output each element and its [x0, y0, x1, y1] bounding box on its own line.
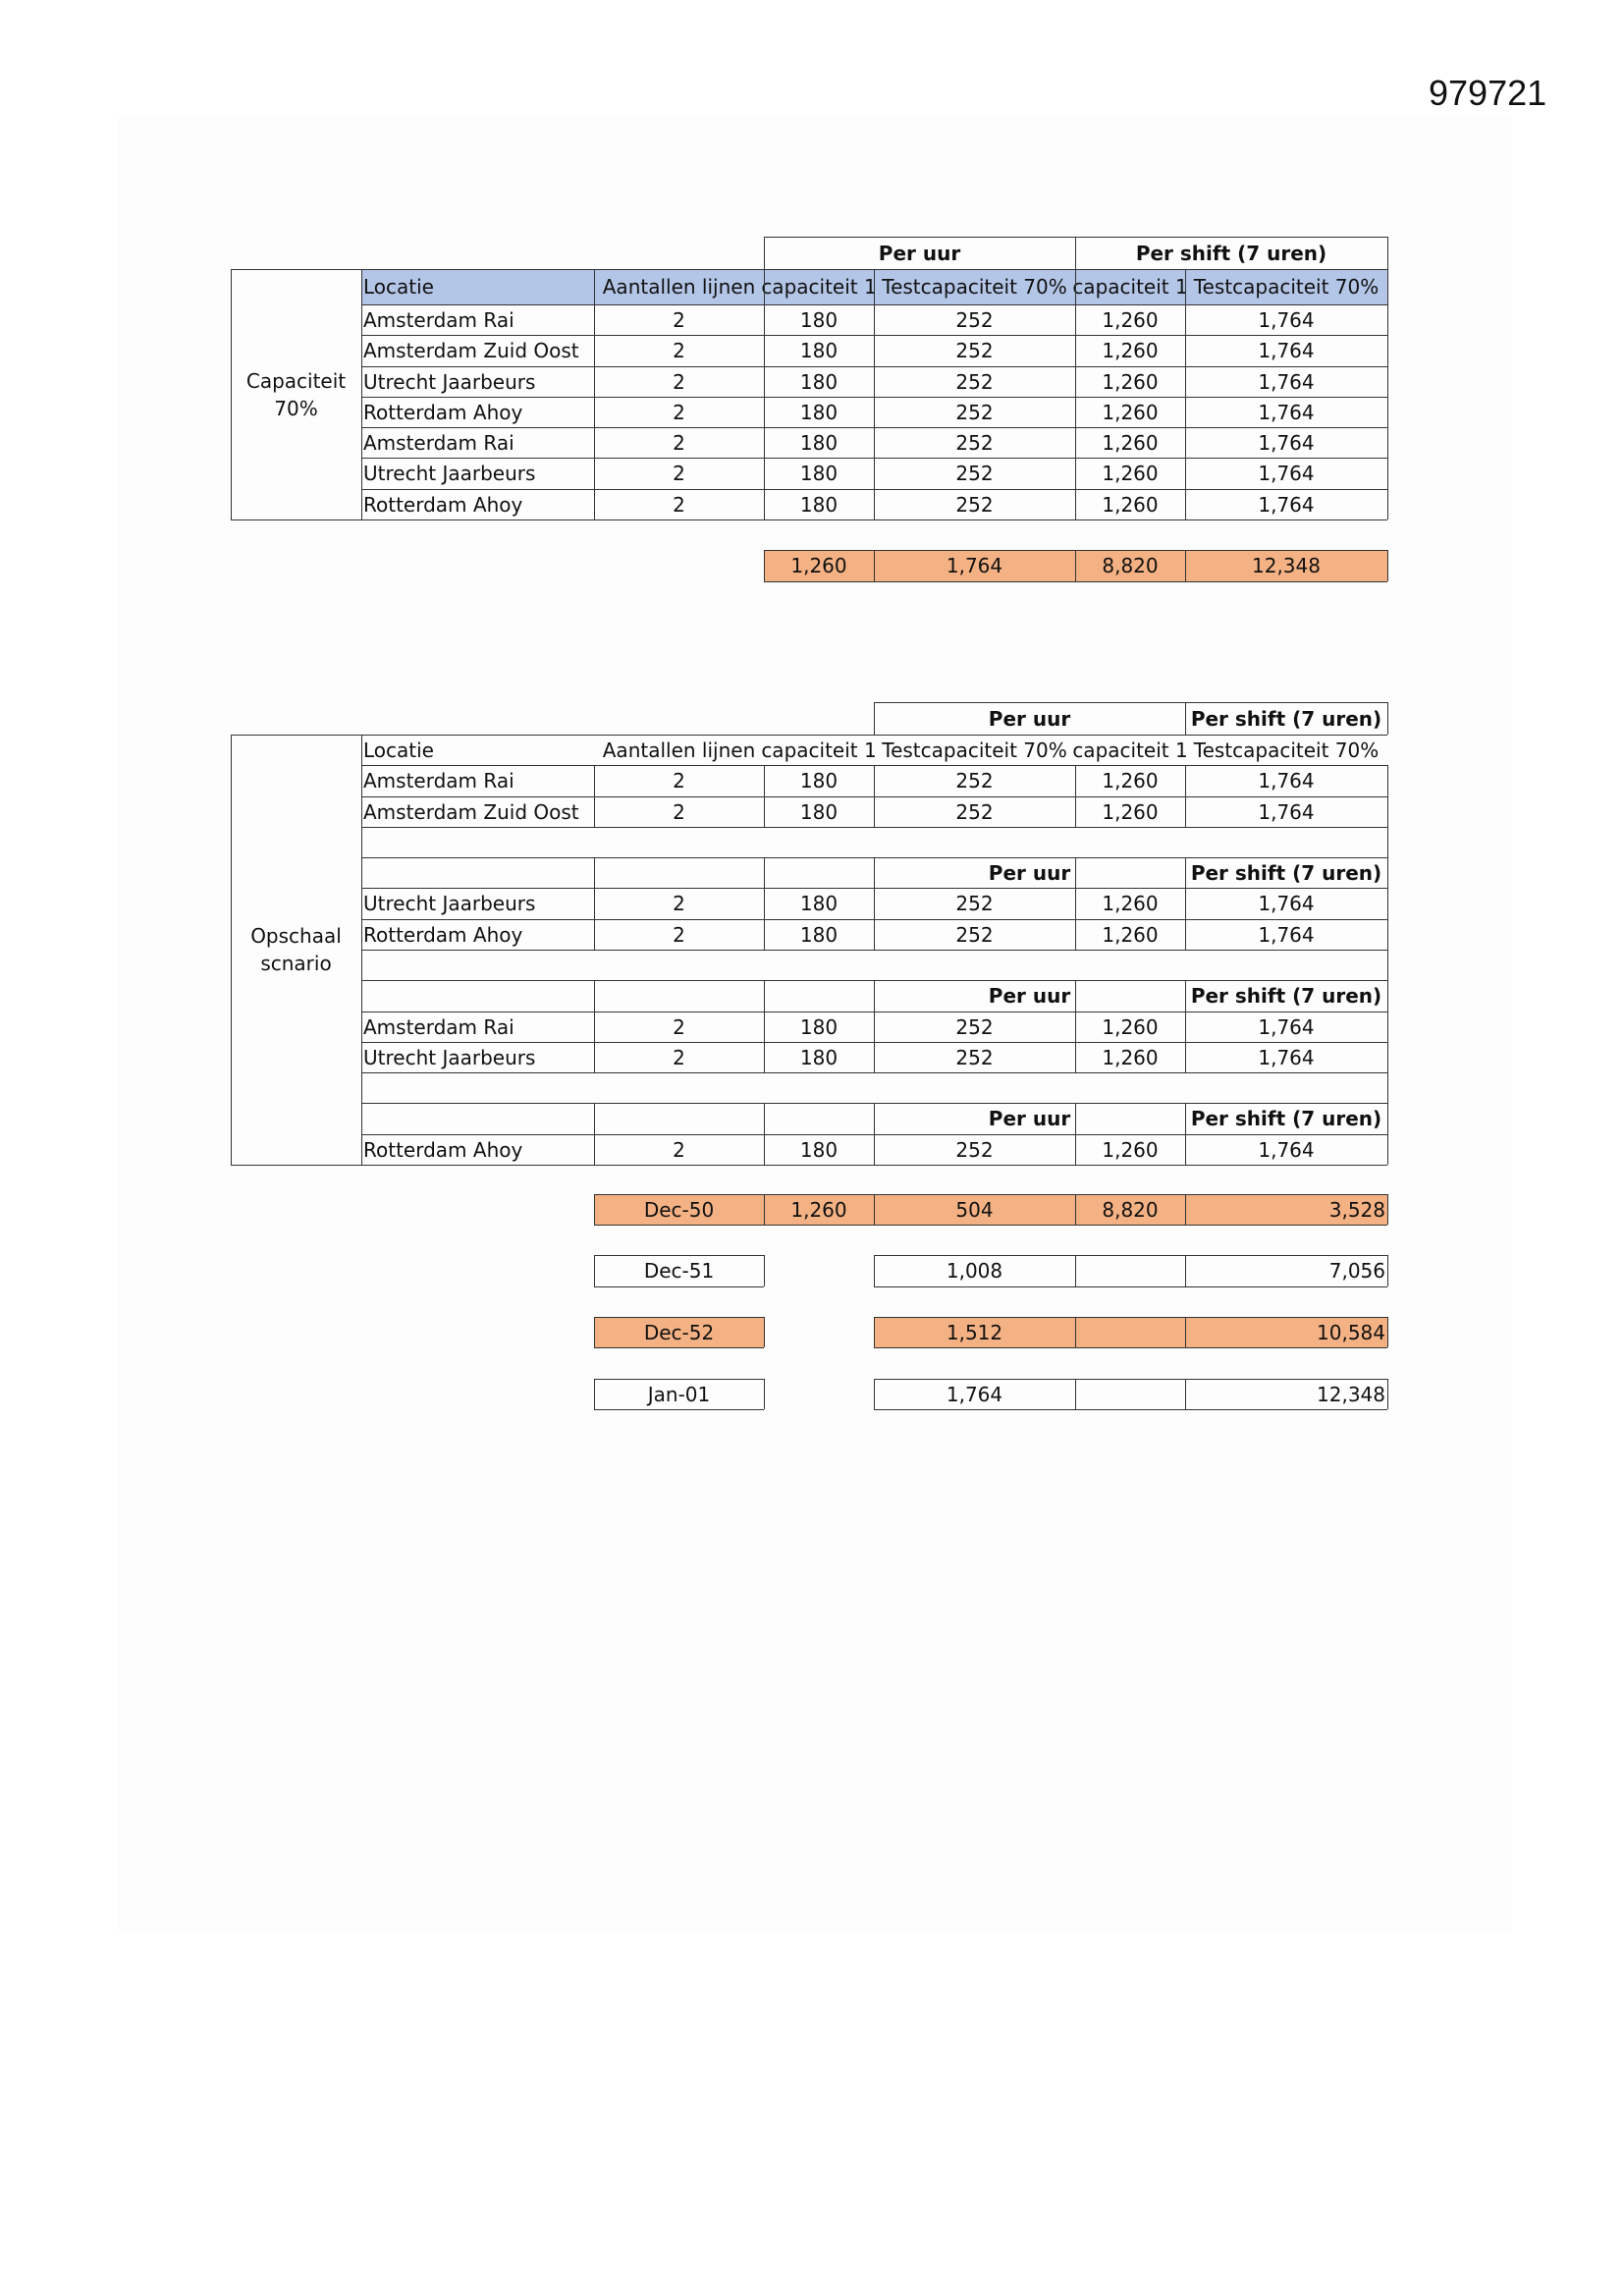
grid-line — [1075, 237, 1076, 519]
table2-cell[interactable]: 2 — [673, 892, 685, 915]
grid-line — [874, 1194, 875, 1225]
table2-cell[interactable]: 2 — [673, 769, 685, 793]
table1-section-label-line: 70% — [274, 396, 318, 420]
table2-cell[interactable]: 2 — [673, 1014, 685, 1039]
table2-section-label — [231, 735, 361, 1165]
table2-phase-per-uur[interactable]: Per uur — [988, 1107, 1071, 1130]
table2-cell[interactable]: 1,764 — [1258, 922, 1315, 947]
grid-line — [764, 919, 765, 950]
table1-cell[interactable]: 180 — [799, 369, 839, 394]
grid-line — [874, 550, 875, 581]
table1-column-header[interactable]: Locatie — [363, 275, 434, 299]
grid-line — [764, 1042, 765, 1072]
table2-cell[interactable]: 1,764 — [1258, 1137, 1315, 1162]
grid-line — [594, 1409, 764, 1410]
table1-section-label-line: Capaciteit — [245, 368, 347, 393]
grid-line — [764, 550, 765, 581]
table2-summary-cell[interactable] — [1075, 1379, 1185, 1409]
table2-phase-per-shift[interactable]: Per shift (7 uren) — [1190, 984, 1382, 1008]
table2-summary-cell[interactable] — [764, 1317, 874, 1347]
grid-line — [1075, 1103, 1076, 1134]
table1-cell[interactable]: 180 — [799, 339, 839, 362]
grid-line — [1387, 1379, 1388, 1409]
grid-line — [874, 1379, 875, 1409]
grid-line — [1387, 1011, 1388, 1042]
table2-summary-phase[interactable]: Dec-50 — [643, 1197, 715, 1222]
table1-cell[interactable]: 1,764 — [1258, 307, 1315, 332]
table1-cell[interactable]: 2 — [673, 492, 685, 517]
grid-line — [1387, 796, 1388, 827]
table2-cell[interactable]: 2 — [673, 1045, 685, 1069]
table2-group-per-shift[interactable]: Per shift (7 uren) — [1190, 706, 1382, 731]
table2-summary-cell[interactable]: 10,584 — [1317, 1320, 1385, 1344]
grid-line — [1185, 702, 1186, 735]
grid-line — [874, 980, 875, 1011]
table1-cell[interactable]: 1,260 — [1102, 430, 1159, 455]
grid-line — [1387, 1317, 1388, 1347]
table1-cell[interactable]: 180 — [799, 462, 839, 485]
grid-line — [594, 1379, 595, 1409]
grid-line — [764, 1134, 765, 1165]
grid-line — [361, 519, 1387, 520]
table2-summary-phase[interactable]: Dec-52 — [643, 1320, 715, 1344]
grid-line — [231, 1165, 361, 1166]
table1-cell[interactable]: 1,260 — [1102, 400, 1159, 424]
table1-cell[interactable]: 180 — [799, 400, 839, 424]
table2-cell[interactable]: 180 — [799, 799, 839, 824]
table2-cell[interactable]: 252 — [955, 1045, 994, 1069]
grid-line — [594, 1255, 764, 1256]
table2-cell[interactable]: 1,764 — [1258, 769, 1315, 793]
table2-cell[interactable]: 1,764 — [1258, 1045, 1315, 1069]
table2-cell[interactable]: 1,260 — [1102, 1137, 1159, 1162]
table1-cell[interactable]: 1,764 — [1258, 462, 1315, 485]
grid-line — [594, 919, 595, 950]
table2-cell[interactable]: 2 — [673, 1137, 685, 1162]
table2-summary-cell[interactable] — [1075, 1255, 1185, 1286]
table2-cell[interactable]: 252 — [955, 922, 994, 947]
grid-line — [1075, 765, 1076, 796]
table2-cell[interactable]: 252 — [955, 799, 994, 824]
table1-cell[interactable]: 252 — [955, 339, 994, 362]
grid-line — [764, 1255, 765, 1286]
grid-line — [1075, 857, 1076, 888]
table2-column-header[interactable]: Locatie — [363, 738, 434, 762]
table1-section-label — [231, 269, 361, 519]
grid-line — [1075, 796, 1076, 827]
grid-line — [1075, 1011, 1076, 1042]
table1-cell[interactable]: 2 — [673, 400, 685, 424]
grid-line — [1075, 980, 1076, 1011]
table2-cell[interactable]: 1,260 — [1102, 1014, 1159, 1039]
table1-column-header[interactable]: capaciteit 1 — [761, 275, 877, 299]
table2-column-header[interactable]: capaciteit 1 — [1072, 738, 1188, 762]
table2-cell[interactable]: 1,764 — [1258, 799, 1315, 824]
grid-line — [874, 1347, 1387, 1348]
table1-column-header[interactable]: Aantallen lijnen — [602, 275, 756, 299]
grid-line — [594, 1042, 595, 1072]
grid-line — [1185, 1194, 1186, 1225]
table2-cell[interactable]: 2 — [673, 922, 685, 947]
table1-total-cell[interactable]: 1,764 — [946, 554, 1003, 577]
table1-cell[interactable]: 1,764 — [1258, 430, 1315, 455]
table1-column-header[interactable]: Testcapaciteit 70% — [1193, 275, 1380, 299]
grid-line — [361, 735, 362, 1165]
table2-summary-cell[interactable] — [764, 1379, 874, 1409]
grid-line — [594, 1225, 764, 1226]
table2-column-header[interactable]: Testcapaciteit 70% — [1193, 738, 1380, 762]
grid-line — [764, 980, 765, 1011]
grid-line — [594, 1317, 595, 1347]
table1-cell[interactable]: Amsterdam Rai — [363, 430, 514, 455]
grid-line — [1387, 888, 1388, 919]
table2-cell[interactable]: 1,260 — [1102, 892, 1159, 915]
table1-cell[interactable]: Amsterdam Rai — [363, 307, 514, 332]
grid-line — [1185, 1379, 1186, 1409]
table2-cell[interactable]: 252 — [955, 769, 994, 793]
table1-cell[interactable]: 180 — [799, 307, 839, 332]
table2-section-label-line: scnario — [260, 952, 332, 975]
table2-summary-phase[interactable]: Jan-01 — [647, 1382, 711, 1406]
grid-line — [874, 888, 875, 919]
grid-line — [1185, 269, 1186, 519]
grid-line — [231, 519, 361, 520]
grid-line — [1387, 980, 1388, 1011]
grid-line — [1387, 919, 1388, 950]
grid-line — [594, 888, 595, 919]
grid-line — [1185, 550, 1186, 581]
grid-line — [874, 1255, 1387, 1256]
grid-line — [1075, 1042, 1076, 1072]
table2-cell[interactable]: 1,260 — [1102, 769, 1159, 793]
grid-line — [361, 827, 1387, 828]
grid-line — [1387, 1072, 1388, 1103]
grid-line — [874, 702, 1387, 703]
table2-cell[interactable]: 180 — [799, 892, 839, 915]
grid-line — [1185, 765, 1186, 796]
grid-line — [361, 1072, 1387, 1073]
table1-cell[interactable]: 2 — [673, 307, 685, 332]
table2-cell[interactable]: Utrecht Jaarbeurs — [363, 1045, 536, 1069]
grid-line — [1387, 1194, 1388, 1225]
table2-cell[interactable]: 1,764 — [1258, 1014, 1315, 1039]
table1-cell[interactable]: Utrecht Jaarbeurs — [363, 369, 536, 394]
grid-line — [594, 1194, 595, 1225]
grid-line — [764, 857, 765, 888]
table2-summary-cell[interactable]: 1,764 — [946, 1382, 1003, 1406]
table1-group-per-shift[interactable]: Per shift (7 uren) — [1135, 241, 1327, 265]
table2-cell[interactable]: 1,260 — [1102, 922, 1159, 947]
table1-cell[interactable]: 1,260 — [1102, 462, 1159, 485]
table1-cell[interactable]: 1,260 — [1102, 492, 1159, 517]
table1-cell[interactable]: 2 — [673, 369, 685, 394]
grid-line — [231, 269, 1387, 270]
grid-line — [594, 796, 595, 827]
table1-total-cell[interactable]: 8,820 — [1102, 554, 1159, 577]
grid-line — [764, 888, 765, 919]
grid-line — [1185, 1103, 1186, 1134]
grid-line — [874, 1317, 875, 1347]
grid-line — [874, 1255, 875, 1286]
grid-line — [874, 1317, 1387, 1318]
grid-line — [594, 1255, 595, 1286]
grid-line — [594, 1317, 764, 1318]
grid-line — [764, 581, 1387, 582]
table2-cell[interactable]: Rotterdam Ahoy — [363, 922, 523, 947]
table2-phase-per-uur[interactable]: Per uur — [988, 984, 1071, 1008]
table1-cell[interactable]: 1,764 — [1258, 339, 1315, 362]
table2-section-label-line: Opschaal — [250, 924, 342, 948]
grid-line — [764, 1317, 765, 1347]
table1-cell[interactable]: Utrecht Jaarbeurs — [363, 462, 536, 485]
grid-line — [594, 269, 595, 519]
page-id: 979721 — [1429, 73, 1547, 113]
table2-cell[interactable]: Amsterdam Zuid Oost — [363, 799, 579, 824]
grid-line — [594, 765, 595, 796]
table1-group-per-uur[interactable]: Per uur — [878, 241, 961, 265]
table1-cell[interactable]: 180 — [799, 430, 839, 455]
grid-line — [1387, 950, 1388, 980]
grid-line — [1185, 980, 1186, 1011]
grid-line — [874, 1409, 1387, 1410]
table2-summary-cell[interactable]: 7,056 — [1328, 1259, 1385, 1283]
grid-line — [764, 237, 765, 519]
grid-line — [1185, 888, 1186, 919]
table1-cell[interactable]: 1,764 — [1258, 400, 1315, 424]
grid-line — [361, 269, 362, 519]
grid-line — [1185, 1255, 1186, 1286]
grid-line — [1075, 1194, 1076, 1225]
table2-phase-per-shift[interactable]: Per shift (7 uren) — [1190, 1107, 1382, 1130]
table1-cell[interactable]: Rotterdam Ahoy — [363, 492, 523, 517]
grid-line — [594, 1103, 595, 1134]
table1-cell[interactable]: 1,260 — [1102, 339, 1159, 362]
grid-line — [1185, 1134, 1186, 1165]
table2-cell[interactable]: 1,260 — [1102, 799, 1159, 824]
grid-line — [874, 702, 875, 735]
grid-line — [1075, 1255, 1076, 1286]
table1-cell[interactable]: 252 — [955, 492, 994, 517]
grid-line — [764, 1011, 765, 1042]
grid-line — [1387, 765, 1388, 796]
grid-line — [1185, 857, 1186, 888]
table2-summary-cell[interactable] — [1075, 1317, 1185, 1347]
table1-cell[interactable]: 1,764 — [1258, 369, 1315, 394]
grid-line — [1387, 702, 1388, 735]
grid-line — [594, 1011, 595, 1042]
grid-line — [1387, 1103, 1388, 1134]
table2-cell[interactable]: 1,764 — [1258, 892, 1315, 915]
grid-line — [764, 796, 765, 827]
grid-line — [764, 765, 765, 796]
grid-line — [1075, 1134, 1076, 1165]
table2-cell[interactable]: 180 — [799, 1137, 839, 1162]
table1-cell[interactable]: 252 — [955, 369, 994, 394]
table2-cell[interactable]: Amsterdam Rai — [363, 1014, 514, 1039]
grid-line — [1387, 1255, 1388, 1286]
grid-line — [1185, 1042, 1186, 1072]
table2-cell[interactable]: Utrecht Jaarbeurs — [363, 892, 536, 915]
grid-line — [1075, 1317, 1076, 1347]
grid-line — [874, 796, 875, 827]
grid-line — [764, 1103, 765, 1134]
grid-line — [361, 1165, 1387, 1166]
grid-line — [361, 950, 1387, 951]
grid-line — [874, 1379, 1387, 1380]
grid-line — [594, 1194, 764, 1195]
table1-cell[interactable]: 2 — [673, 462, 685, 485]
grid-line — [764, 1194, 765, 1225]
table1-column-header[interactable]: Testcapaciteit 70% — [882, 275, 1067, 299]
table1-cell[interactable]: 1,764 — [1258, 492, 1315, 517]
table2-summary-cell[interactable]: 3,528 — [1328, 1197, 1385, 1222]
table1-cell[interactable]: 2 — [673, 339, 685, 362]
grid-line — [1185, 1011, 1186, 1042]
grid-line — [594, 1134, 595, 1165]
table2-summary-cell[interactable]: 1,260 — [790, 1197, 847, 1222]
table1-cell[interactable]: 180 — [799, 492, 839, 517]
table1-cell[interactable]: 252 — [955, 307, 994, 332]
table2-cell[interactable]: 180 — [799, 1045, 839, 1069]
table1-cell[interactable]: 1,260 — [1102, 307, 1159, 332]
table1-cell[interactable]: 252 — [955, 462, 994, 485]
table2-column-header[interactable]: capaciteit 1 — [761, 738, 877, 762]
grid-line — [1185, 796, 1186, 827]
table2-group-per-uur[interactable]: Per uur — [988, 706, 1071, 731]
table2-summary-cell[interactable] — [764, 1255, 874, 1286]
grid-line — [764, 1225, 1387, 1226]
grid-line — [594, 980, 595, 1011]
table2-summary-cell[interactable]: 504 — [955, 1197, 994, 1222]
table2-cell[interactable]: Rotterdam Ahoy — [363, 1137, 523, 1162]
table2-summary-cell[interactable]: 1,008 — [946, 1259, 1003, 1283]
table2-phase-per-uur[interactable]: Per uur — [988, 860, 1071, 885]
table1-cell[interactable]: 252 — [955, 430, 994, 455]
table2-cell[interactable]: 252 — [955, 1137, 994, 1162]
table1-total-cell[interactable]: 12,348 — [1252, 554, 1321, 577]
table2-cell[interactable]: Amsterdam Rai — [363, 769, 514, 793]
table2-column-header[interactable]: Testcapaciteit 70% — [882, 738, 1067, 762]
grid-line — [874, 269, 875, 519]
table1-cell[interactable]: 1,260 — [1102, 369, 1159, 394]
table2-cell[interactable]: 180 — [799, 1014, 839, 1039]
table2-cell[interactable]: 180 — [799, 769, 839, 793]
table1-cell[interactable]: Amsterdam Zuid Oost — [363, 339, 579, 362]
grid-line — [1185, 1317, 1186, 1347]
table2-column-header[interactable]: Aantallen lijnen — [602, 738, 756, 762]
grid-line — [874, 857, 875, 888]
grid-line — [1387, 237, 1388, 519]
grid-line — [594, 1379, 764, 1380]
grid-line — [1185, 919, 1186, 950]
table1-cell[interactable]: 252 — [955, 400, 994, 424]
table2-summary-cell[interactable]: 1,512 — [946, 1320, 1003, 1344]
table2-summary-phase[interactable]: Dec-51 — [643, 1259, 715, 1283]
grid-line — [1387, 857, 1388, 888]
grid-line — [874, 1011, 875, 1042]
table1-total-cell[interactable]: 1,260 — [790, 554, 847, 577]
grid-line — [1387, 1134, 1388, 1165]
grid-line — [874, 1042, 875, 1072]
table2-summary-cell[interactable]: 12,348 — [1317, 1382, 1385, 1406]
grid-line — [1387, 1042, 1388, 1072]
table2-cell[interactable]: 1,260 — [1102, 1045, 1159, 1069]
table1-cell[interactable]: Rotterdam Ahoy — [363, 400, 523, 424]
table2-summary-cell[interactable]: 8,820 — [1102, 1197, 1159, 1222]
table1-cell[interactable]: 2 — [673, 430, 685, 455]
grid-line — [594, 857, 595, 888]
grid-line — [1387, 827, 1388, 857]
table1-column-header[interactable]: capaciteit 1 — [1072, 275, 1188, 299]
table2-phase-per-shift[interactable]: Per shift (7 uren) — [1190, 860, 1382, 885]
grid-line — [874, 1286, 1387, 1287]
grid-line — [1075, 550, 1076, 581]
table2-cell[interactable]: 180 — [799, 922, 839, 947]
grid-line — [874, 1103, 875, 1134]
grid-line — [594, 1286, 764, 1287]
table2-cell[interactable]: 2 — [673, 799, 685, 824]
grid-line — [231, 269, 232, 519]
table2-cell[interactable]: 252 — [955, 892, 994, 915]
grid-line — [1075, 888, 1076, 919]
grid-line — [874, 1134, 875, 1165]
grid-line — [1075, 919, 1076, 950]
grid-line — [594, 1347, 764, 1348]
table2-cell[interactable]: 252 — [955, 1014, 994, 1039]
grid-line — [231, 735, 1387, 736]
grid-line — [1075, 1379, 1076, 1409]
grid-line — [874, 765, 875, 796]
grid-line — [764, 1379, 765, 1409]
grid-line — [1387, 550, 1388, 581]
grid-line — [874, 919, 875, 950]
